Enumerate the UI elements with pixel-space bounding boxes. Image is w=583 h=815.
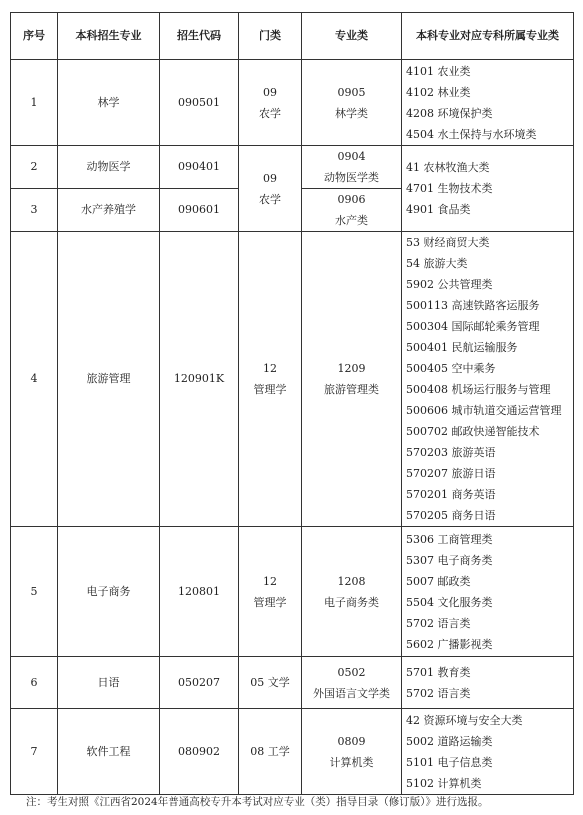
class-cell	[302, 232, 402, 527]
code-cell: 090601	[160, 189, 239, 232]
major-cell: 林学	[58, 60, 160, 146]
related-item: 5101 电子信息类	[406, 755, 493, 769]
related-item: 500401 民航运输服务	[406, 341, 518, 354]
major-cell: 旅游管理	[58, 232, 160, 527]
related-item: 570205 商务日语	[406, 509, 496, 522]
table-row	[11, 527, 574, 657]
class-name: 旅游管理类	[324, 383, 379, 396]
class-name: 计算机类	[329, 755, 374, 769]
category-cell: 05 文学	[239, 657, 302, 709]
class-name: 电子商务类	[324, 595, 379, 609]
related-item: 5307 电子商务类	[406, 553, 493, 567]
major-cell: 软件工程	[58, 709, 160, 795]
table-header-row	[11, 13, 574, 60]
category-code: 09	[263, 171, 277, 185]
major-cell: 电子商务	[58, 527, 160, 657]
related-item: 500405 空中乘务	[406, 362, 496, 375]
related-item: 5102 计算机类	[406, 776, 482, 790]
related-item: 5002 道路运输类	[406, 734, 493, 748]
code-cell: 090401	[160, 146, 239, 189]
seq-cell: 4	[11, 232, 58, 527]
related-item: 5902 公共管理类	[406, 278, 493, 291]
category-cell	[239, 232, 302, 527]
class-cell	[302, 60, 402, 146]
class-cell	[302, 527, 402, 657]
related-item: 53 财经商贸大类	[406, 236, 490, 249]
header-seq: 序号	[11, 13, 58, 60]
related-item: 5701 教育类	[406, 665, 471, 679]
class-code: 0904	[337, 150, 366, 163]
code-cell: 090501	[160, 60, 239, 146]
related-item: 5602 广播影视类	[406, 637, 493, 651]
code-cell: 120901K	[160, 232, 239, 527]
related-item: 570203 旅游英语	[406, 446, 496, 459]
major-cell: 动物医学	[58, 146, 160, 189]
related-item: 4504 水土保持与水环境类	[406, 127, 537, 141]
class-code: 0809	[337, 734, 366, 748]
category-cell	[239, 146, 302, 232]
related-item: 42 资源环境与安全大类	[406, 713, 523, 727]
related-item: 4208 环境保护类	[406, 106, 493, 120]
header-major: 本科招生专业	[58, 13, 160, 60]
related-item: 4701 生物技术类	[406, 182, 493, 195]
related-item: 570207 旅游日语	[406, 467, 496, 480]
code-cell: 120801	[160, 527, 239, 657]
related-cell	[402, 527, 574, 657]
header-code: 招生代码	[160, 13, 239, 60]
category-name: 农学	[259, 192, 281, 206]
table-row	[11, 709, 574, 795]
related-item: 500113 高速铁路客运服务	[406, 299, 540, 312]
class-name: 动物医学类	[324, 171, 379, 184]
category-cell: 08 工学	[239, 709, 302, 795]
class-cell	[302, 709, 402, 795]
header-related: 本科专业对应专科所属专业类	[402, 13, 574, 60]
class-name: 林学类	[335, 106, 368, 120]
class-cell	[302, 189, 402, 232]
table-row	[11, 657, 574, 709]
related-cell	[402, 657, 574, 709]
major-cell: 日语	[58, 657, 160, 709]
related-item: 5702 语言类	[406, 616, 471, 630]
class-code: 1208	[337, 574, 366, 588]
class-cell	[302, 146, 402, 189]
category-cell	[239, 527, 302, 657]
related-item: 5007 邮政类	[406, 574, 471, 588]
seq-cell: 6	[11, 657, 58, 709]
class-code: 0906	[337, 193, 366, 206]
related-item: 570201 商务英语	[406, 488, 496, 501]
category-name: 农学	[259, 106, 281, 120]
table-row	[11, 232, 574, 527]
class-cell	[302, 657, 402, 709]
seq-cell: 5	[11, 527, 58, 657]
related-item: 5702 语言类	[406, 686, 471, 700]
footnote: 注：考生对照《江西省2024年普通高校专升本考试对应专业（类）指导目录（修订版）》进行选报。	[26, 796, 489, 808]
header-category: 门类	[239, 13, 302, 60]
related-item: 500702 邮政快递智能技术	[406, 425, 540, 438]
related-item: 54 旅游大类	[406, 257, 468, 270]
related-cell	[402, 232, 574, 527]
related-cell	[402, 60, 574, 146]
related-item: 4102 林业类	[406, 85, 471, 99]
category-code: 09	[263, 85, 277, 99]
class-code: 0502	[337, 665, 366, 679]
seq-cell: 1	[11, 60, 58, 146]
related-item: 4901 食品类	[406, 203, 471, 216]
class-name: 外国语言文学类	[313, 686, 390, 700]
table-row	[11, 146, 574, 189]
seq-cell: 7	[11, 709, 58, 795]
related-cell	[402, 709, 574, 795]
category-code: 12	[263, 362, 277, 375]
category-name: 管理学	[253, 383, 287, 396]
code-cell: 080902	[160, 709, 239, 795]
related-item: 4101 农业类	[406, 64, 471, 78]
related-item: 5306 工商管理类	[406, 532, 493, 546]
class-code: 1209	[337, 362, 366, 375]
table-row	[11, 60, 574, 146]
major-cell: 水产养殖学	[58, 189, 160, 232]
related-item: 500408 机场运行服务与管理	[406, 383, 551, 396]
class-code: 0905	[337, 85, 366, 99]
seq-cell: 2	[11, 146, 58, 189]
class-name: 水产类	[335, 214, 368, 227]
category-cell	[239, 60, 302, 146]
category-name: 管理学	[253, 595, 287, 609]
related-item: 500606 城市轨道交通运营管理	[406, 404, 562, 417]
related-item: 500304 国际邮轮乘务管理	[406, 320, 540, 333]
seq-cell: 3	[11, 189, 58, 232]
major-correspondence-table	[10, 12, 574, 795]
related-item: 5504 文化服务类	[406, 595, 493, 609]
related-item: 41 农林牧渔大类	[406, 161, 490, 174]
category-code: 12	[263, 574, 277, 588]
header-class: 专业类	[302, 13, 402, 60]
related-cell	[402, 146, 574, 232]
code-cell: 050207	[160, 657, 239, 709]
